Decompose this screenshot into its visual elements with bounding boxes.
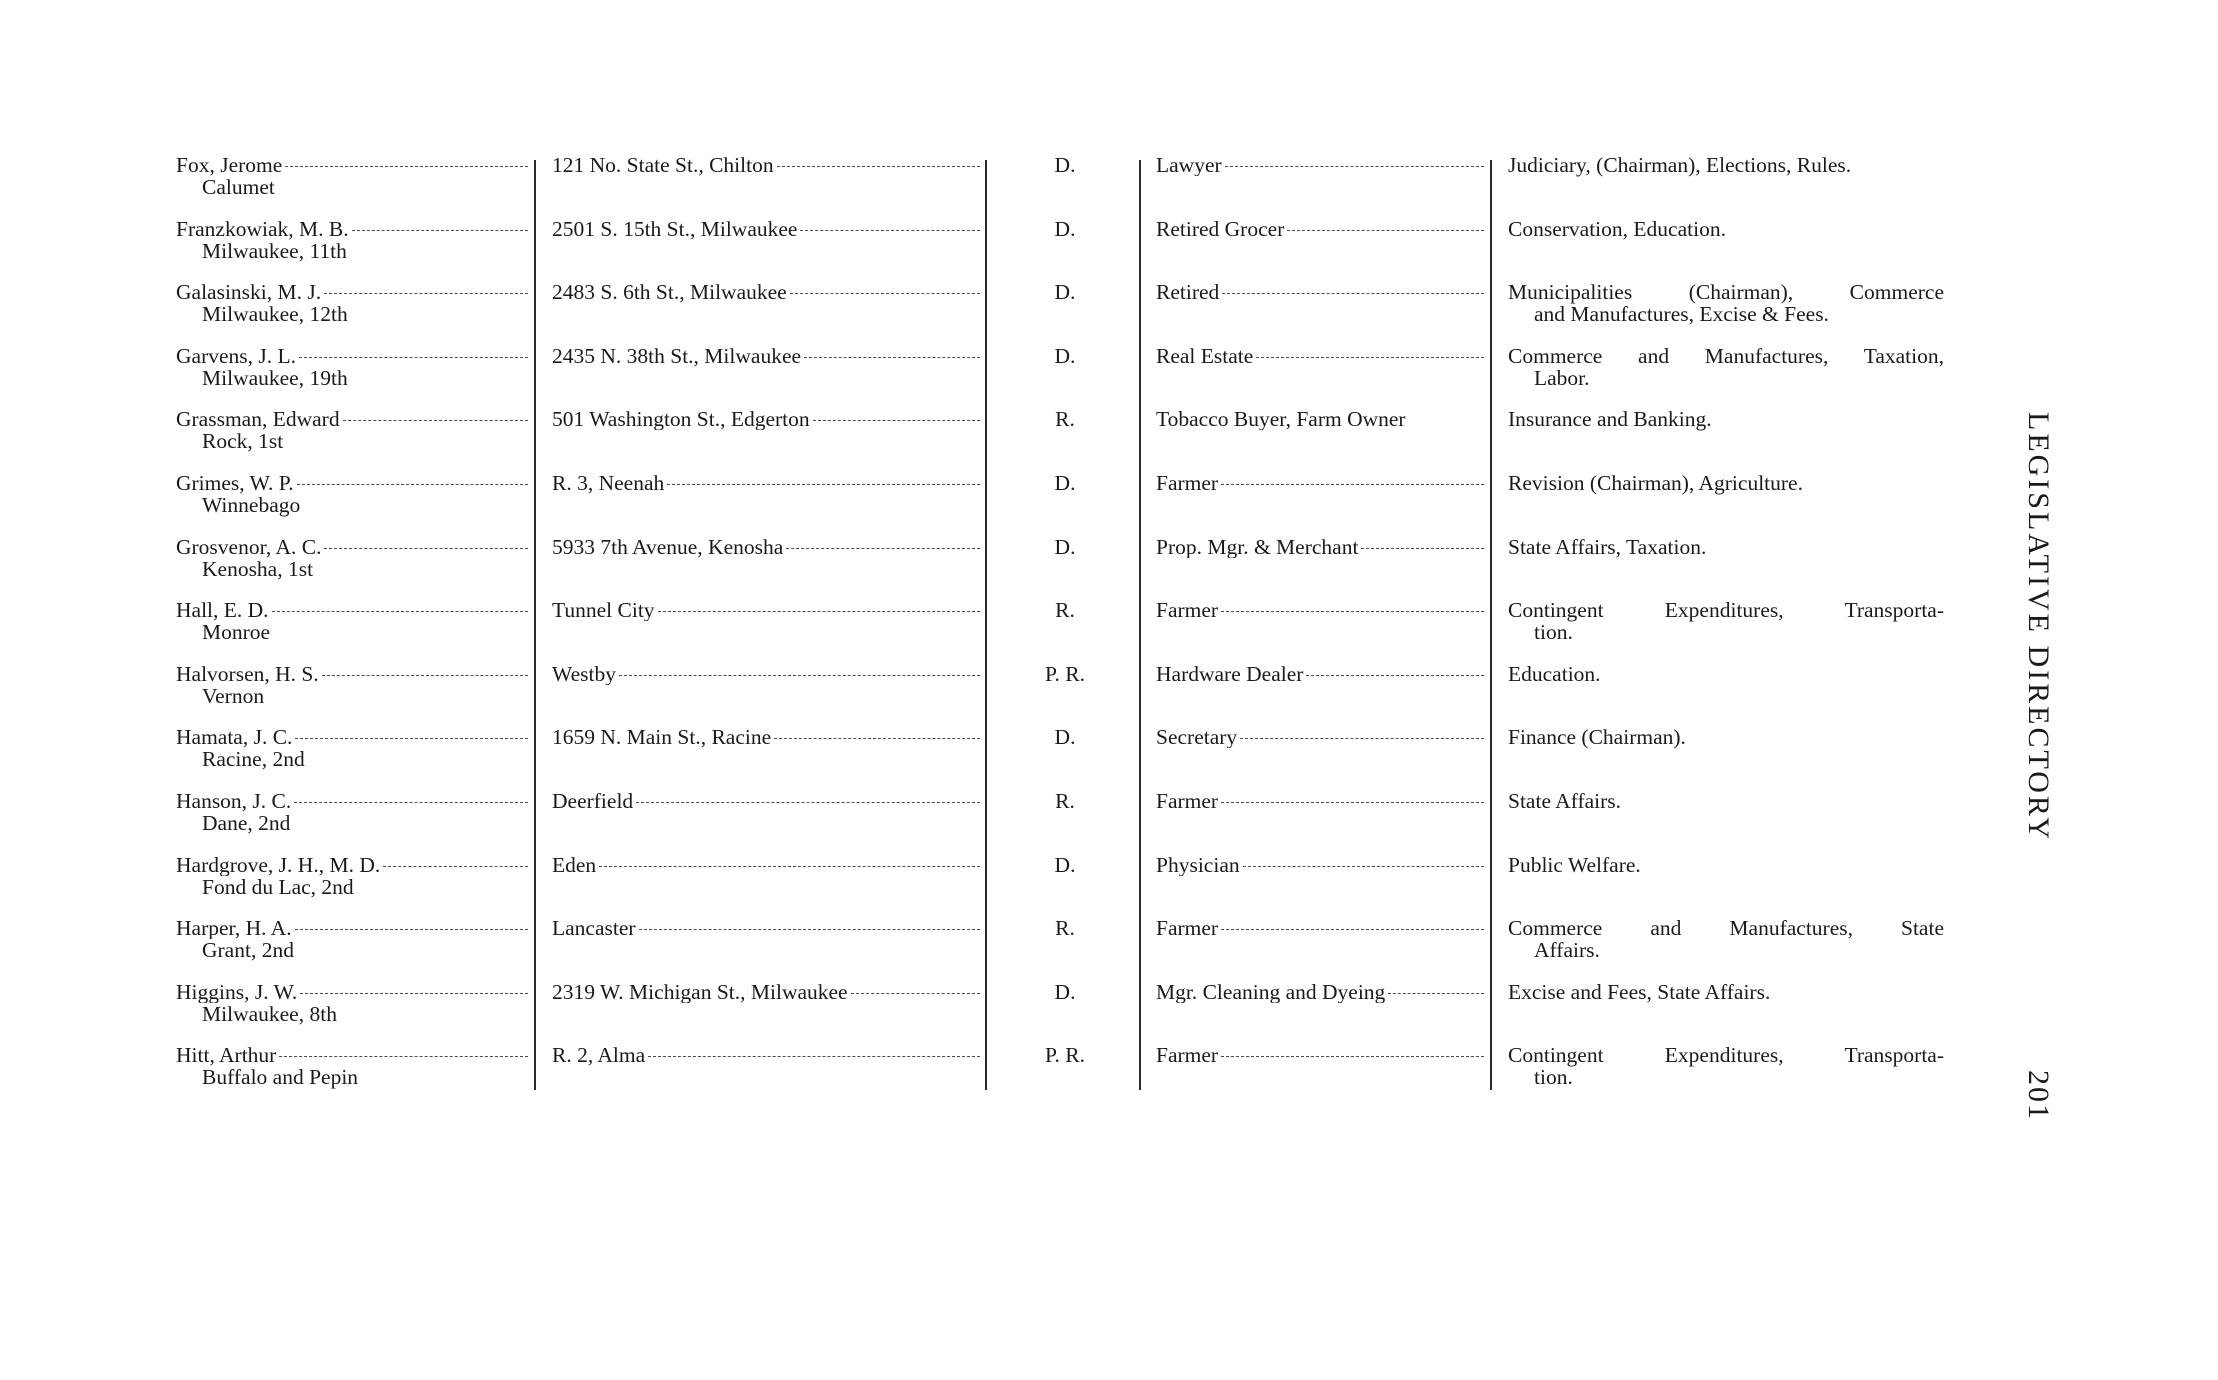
leader-dots xyxy=(1243,866,1484,867)
member-name: Hitt, Arthur xyxy=(176,1044,277,1067)
member-district: Grant, 2nd xyxy=(202,938,294,963)
leader-dots xyxy=(1287,230,1484,231)
committee-line: State Affairs. xyxy=(1508,788,1622,813)
leader-dots xyxy=(1225,166,1484,167)
member-committees-cell xyxy=(1508,154,1944,176)
member-name-cell xyxy=(176,536,530,580)
member-occupation-cell xyxy=(1156,599,1486,621)
member-address: 2435 N. 38th St., Milwaukee xyxy=(552,344,802,367)
member-district: Winnebago xyxy=(202,492,301,517)
member-committees-cell xyxy=(1508,917,1944,961)
member-committees-cell xyxy=(1508,599,1944,643)
leader-dots xyxy=(1222,293,1484,294)
leader-dots xyxy=(324,293,528,294)
leader-dots xyxy=(1256,357,1484,358)
table-row xyxy=(0,472,2218,536)
member-district: Rock, 1st xyxy=(202,429,284,454)
member-name-cell xyxy=(176,345,530,389)
table-row xyxy=(0,854,2218,918)
member-name-line xyxy=(176,726,530,748)
member-occupation: Farmer xyxy=(1156,471,1219,494)
member-occupation: Hardware Dealer xyxy=(1156,662,1304,685)
member-name-cell xyxy=(176,663,530,707)
table-row xyxy=(0,154,2218,218)
member-occupation-cell xyxy=(1156,281,1486,303)
committee-line: Finance (Chairman). xyxy=(1508,725,1686,750)
member-committees-cell xyxy=(1508,663,1944,685)
member-address-cell xyxy=(552,154,982,176)
member-occupation-cell xyxy=(1156,790,1486,812)
member-address: R. 3, Neenah xyxy=(552,471,665,494)
member-committees-cell xyxy=(1508,726,1944,748)
leader-dots xyxy=(636,802,980,803)
leader-dots xyxy=(1306,675,1484,676)
member-occupation: Retired xyxy=(1156,281,1220,304)
member-party: D. xyxy=(1054,470,1076,495)
member-name-line xyxy=(176,663,530,685)
member-name-line xyxy=(176,536,530,558)
member-party: D. xyxy=(1054,280,1076,305)
committee-line: Labor. xyxy=(1534,365,1590,390)
member-address: 121 No. State St., Chilton xyxy=(552,154,774,176)
member-address-cell xyxy=(552,218,982,240)
committee-line: and Manufactures, Excise & Fees. xyxy=(1534,302,1829,327)
table-row xyxy=(0,536,2218,600)
member-name: Grimes, W. P. xyxy=(176,471,294,494)
member-address: R. 2, Alma xyxy=(552,1044,646,1067)
member-committees-cell xyxy=(1508,536,1944,558)
committee-line: tion. xyxy=(1534,1065,1573,1090)
member-committees-cell xyxy=(1508,408,1944,430)
member-address-cell xyxy=(552,726,982,748)
leader-dots xyxy=(294,802,528,803)
table-row xyxy=(0,408,2218,472)
member-name-line xyxy=(176,218,530,240)
leader-dots xyxy=(279,1056,528,1057)
member-name-line xyxy=(176,917,530,939)
member-occupation: Mgr. Cleaning and Dyeing xyxy=(1156,980,1386,1003)
table-row xyxy=(0,917,2218,981)
member-name-cell xyxy=(176,154,530,198)
leader-dots xyxy=(299,357,528,358)
leader-dots xyxy=(619,675,980,676)
member-occupation: Farmer xyxy=(1156,1044,1219,1067)
member-name-cell xyxy=(176,218,530,262)
member-name: Grosvenor, A. C. xyxy=(176,535,322,558)
member-name-cell xyxy=(176,408,530,452)
member-name-line xyxy=(176,408,530,430)
member-name-line xyxy=(176,599,530,621)
leader-dots xyxy=(1221,802,1484,803)
member-name: Hall, E. D. xyxy=(176,599,269,622)
leader-dots xyxy=(774,738,980,739)
member-name: Higgins, J. W. xyxy=(176,980,298,1003)
member-name-cell xyxy=(176,472,530,516)
leader-dots xyxy=(300,993,528,994)
leader-dots xyxy=(639,929,980,930)
member-address-cell xyxy=(552,854,982,876)
member-party: R. xyxy=(1055,916,1075,941)
member-name-cell xyxy=(176,726,530,770)
member-name-cell xyxy=(176,917,530,961)
member-name-line xyxy=(176,1044,530,1066)
member-district: Dane, 2nd xyxy=(202,810,291,835)
member-occupation-cell xyxy=(1156,854,1486,876)
member-name: Grassman, Edward xyxy=(176,408,340,431)
committee-line: Commerce and Manufactures, State xyxy=(1508,916,1944,941)
member-committees-cell xyxy=(1508,854,1944,876)
member-address-cell xyxy=(552,536,982,558)
table-row xyxy=(0,218,2218,282)
member-district: Milwaukee, 11th xyxy=(202,238,347,263)
member-occupation: Retired Grocer xyxy=(1156,217,1285,240)
member-name-cell xyxy=(176,1044,530,1088)
leader-dots xyxy=(1240,738,1484,739)
leader-dots xyxy=(1221,611,1484,612)
member-committees-cell xyxy=(1508,281,1944,325)
leader-dots xyxy=(295,929,528,930)
member-occupation-cell xyxy=(1156,345,1486,367)
table-row xyxy=(0,726,2218,790)
committee-line: Contingent Expenditures, Transporta- xyxy=(1508,598,1944,623)
member-occupation: Real Estate xyxy=(1156,344,1254,367)
member-address-cell xyxy=(552,408,982,430)
committee-line: Affairs. xyxy=(1534,938,1600,963)
member-party: D. xyxy=(1054,153,1076,177)
member-table xyxy=(0,154,2218,1108)
member-address: 2483 S. 6th St., Milwaukee xyxy=(552,281,787,304)
member-district: Milwaukee, 8th xyxy=(202,1001,337,1026)
member-party: D. xyxy=(1054,725,1076,750)
table-row xyxy=(0,345,2218,409)
member-address: 2319 W. Michigan St., Milwaukee xyxy=(552,980,848,1003)
member-party: D. xyxy=(1054,979,1076,1004)
member-address: Tunnel City xyxy=(552,599,655,622)
leader-dots xyxy=(343,420,528,421)
member-address-cell xyxy=(552,790,982,812)
member-address: 501 Washington St., Edgerton xyxy=(552,408,810,431)
member-address-cell xyxy=(552,981,982,1003)
member-occupation: Prop. Mgr. & Merchant xyxy=(1156,535,1359,558)
member-party: P. R. xyxy=(1044,661,1086,686)
member-name: Hardgrove, J. H., M. D. xyxy=(176,853,381,876)
member-name: Hamata, J. C. xyxy=(176,726,293,749)
committee-line: Contingent Expenditures, Transporta- xyxy=(1508,1043,1944,1068)
member-name-line xyxy=(176,981,530,1003)
member-committees-cell xyxy=(1508,981,1944,1003)
committee-line: Conservation, Education. xyxy=(1508,216,1726,241)
committee-line: Public Welfare. xyxy=(1508,852,1641,877)
leader-dots xyxy=(800,230,980,231)
member-party: D. xyxy=(1054,216,1076,241)
leader-dots xyxy=(324,548,528,549)
member-address-cell xyxy=(552,472,982,494)
committee-line: Insurance and Banking. xyxy=(1508,407,1712,432)
member-occupation-cell xyxy=(1156,663,1486,685)
member-address: 5933 7th Avenue, Kenosha xyxy=(552,535,784,558)
member-party: D. xyxy=(1054,343,1076,368)
member-name: Fox, Jerome xyxy=(176,154,283,176)
member-party: D. xyxy=(1054,852,1076,877)
committee-line: Education. xyxy=(1508,661,1601,686)
member-name: Halvorsen, H. S. xyxy=(176,662,319,685)
member-occupation: Secretary xyxy=(1156,726,1238,749)
leader-dots xyxy=(790,293,980,294)
table-row xyxy=(0,1044,2218,1108)
member-address: Westby xyxy=(552,662,616,685)
member-name-cell xyxy=(176,981,530,1025)
member-address: Lancaster xyxy=(552,917,636,940)
member-address-cell xyxy=(552,1044,982,1066)
member-name-line xyxy=(176,281,530,303)
member-party: D. xyxy=(1054,534,1076,559)
member-address-cell xyxy=(552,663,982,685)
member-address: 2501 S. 15th St., Milwaukee xyxy=(552,217,798,240)
leader-dots xyxy=(1361,548,1484,549)
member-committees-cell xyxy=(1508,218,1944,240)
committee-line: Excise and Fees, State Affairs. xyxy=(1508,979,1771,1004)
page-number: 201 xyxy=(2022,1070,2055,1121)
leader-dots xyxy=(285,166,528,167)
member-occupation-cell xyxy=(1156,472,1486,494)
leader-dots xyxy=(1221,1056,1484,1057)
committee-line: Commerce and Manufactures, Taxation, xyxy=(1508,343,1944,368)
member-party: R. xyxy=(1055,407,1075,432)
member-name-cell xyxy=(176,281,530,325)
table-row xyxy=(0,599,2218,663)
member-district: Buffalo and Pepin xyxy=(202,1065,359,1090)
member-name: Franzkowiak, M. B. xyxy=(176,217,349,240)
running-head: LEGISLATIVE DIRECTORY xyxy=(2022,412,2055,842)
member-occupation-cell xyxy=(1156,981,1486,1003)
leader-dots xyxy=(352,230,528,231)
member-name-cell xyxy=(176,599,530,643)
leader-dots xyxy=(658,611,980,612)
member-occupation-cell xyxy=(1156,154,1486,176)
member-address-cell xyxy=(552,345,982,367)
member-committees-cell xyxy=(1508,1044,1944,1088)
member-district: Monroe xyxy=(202,620,271,645)
member-committees-cell xyxy=(1508,790,1944,812)
leader-dots xyxy=(272,611,528,612)
member-occupation: Tobacco Buyer, Farm Owner xyxy=(1156,408,1406,431)
leader-dots xyxy=(297,484,528,485)
leader-dots xyxy=(1221,929,1484,930)
leader-dots xyxy=(851,993,980,994)
leader-dots xyxy=(667,484,980,485)
committee-line: tion. xyxy=(1534,620,1573,645)
table-row xyxy=(0,981,2218,1045)
committee-line: Judiciary, (Chairman), Elections, Rules. xyxy=(1508,153,1852,177)
member-occupation: Lawyer xyxy=(1156,154,1222,176)
member-party: R. xyxy=(1055,598,1075,623)
member-occupation-cell xyxy=(1156,218,1486,240)
member-address: Deerfield xyxy=(552,789,634,812)
member-occupation-cell xyxy=(1156,917,1486,939)
committee-line: State Affairs, Taxation. xyxy=(1508,534,1707,559)
member-district: Calumet xyxy=(202,175,275,199)
member-district: Vernon xyxy=(202,683,265,708)
member-name-line xyxy=(176,854,530,876)
member-occupation-cell xyxy=(1156,726,1486,748)
member-name-line xyxy=(176,472,530,494)
leader-dots xyxy=(295,738,528,739)
member-district: Milwaukee, 19th xyxy=(202,365,348,390)
member-party: P. R. xyxy=(1044,1043,1086,1068)
leader-dots xyxy=(648,1056,980,1057)
member-district: Racine, 2nd xyxy=(202,747,305,772)
table-row xyxy=(0,663,2218,727)
member-name-line xyxy=(176,790,530,812)
leader-dots xyxy=(786,548,980,549)
leader-dots xyxy=(383,866,528,867)
member-occupation: Physician xyxy=(1156,853,1240,876)
member-name-cell xyxy=(176,854,530,898)
member-party: R. xyxy=(1055,788,1075,813)
committee-line: Revision (Chairman), Agriculture. xyxy=(1508,470,1803,495)
member-district: Milwaukee, 12th xyxy=(202,302,348,327)
member-name-line xyxy=(176,345,530,367)
member-committees-cell xyxy=(1508,472,1944,494)
leader-dots xyxy=(1388,993,1484,994)
leader-dots xyxy=(777,166,980,167)
member-occupation-cell xyxy=(1156,536,1486,558)
member-address-cell xyxy=(552,599,982,621)
committee-line: Municipalities (Chairman), Commerce xyxy=(1508,280,1944,305)
table-row xyxy=(0,281,2218,345)
member-committees-cell xyxy=(1508,345,1944,389)
member-district: Fond du Lac, 2nd xyxy=(202,874,354,899)
member-address: 1659 N. Main St., Racine xyxy=(552,726,772,749)
member-district: Kenosha, 1st xyxy=(202,556,314,581)
table-row xyxy=(0,790,2218,854)
member-name: Galasinski, M. J. xyxy=(176,281,322,304)
leader-dots xyxy=(322,675,528,676)
member-name-line xyxy=(176,154,530,176)
member-name-cell xyxy=(176,790,530,834)
leader-dots xyxy=(599,866,980,867)
leader-dots xyxy=(804,357,980,358)
member-occupation-cell xyxy=(1156,408,1486,430)
member-occupation: Farmer xyxy=(1156,917,1219,940)
leader-dots xyxy=(1221,484,1484,485)
member-name: Hanson, J. C. xyxy=(176,789,292,812)
member-address-cell xyxy=(552,281,982,303)
member-address: Eden xyxy=(552,853,597,876)
leader-dots xyxy=(813,420,980,421)
member-occupation: Farmer xyxy=(1156,789,1219,812)
member-name: Harper, H. A. xyxy=(176,917,292,940)
member-occupation: Farmer xyxy=(1156,599,1219,622)
member-occupation-cell xyxy=(1156,1044,1486,1066)
member-address-cell xyxy=(552,917,982,939)
member-name: Garvens, J. L. xyxy=(176,344,297,367)
